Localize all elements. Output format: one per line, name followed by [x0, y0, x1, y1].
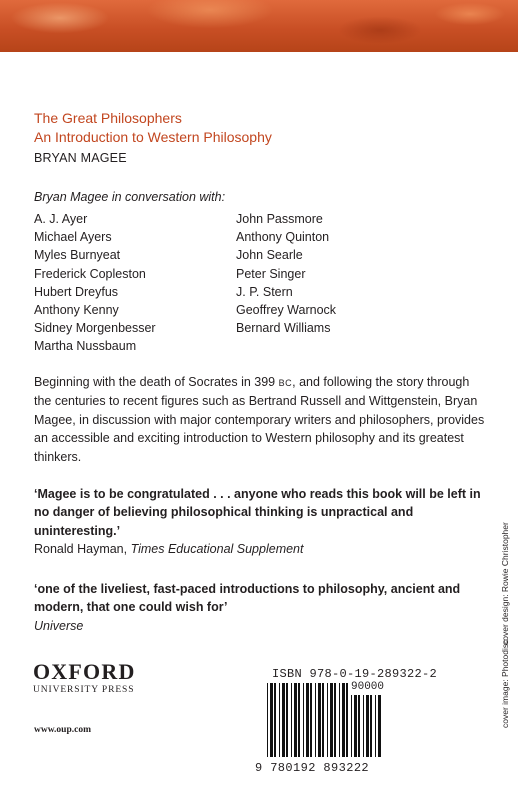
title-line-1: The Great Philosophers: [34, 110, 182, 126]
contributor-name: A. J. Ayer: [34, 212, 88, 226]
contributor-name: Bernard Williams: [236, 321, 331, 336]
cover-design-credit: cover design: Rowie Christopher: [500, 522, 510, 645]
book-title: [34, 109, 272, 147]
contributor-column-1: [34, 210, 236, 356]
title-line-2: An Introduction to Western Philosophy: [34, 129, 272, 145]
quote-publication: Times Educational Supplement: [130, 541, 304, 556]
addon-barcode-bars: [351, 683, 383, 761]
cover-image-credit: cover image: Photodisc: [500, 639, 510, 728]
contributor-name: John Searle: [236, 248, 303, 263]
contributor-list: [34, 210, 394, 356]
quote-text: ‘Magee is to be congratulated . . . anyone who reads this book will be left in no danger of believing philosophical thinking is unpractical and uninteresting.’: [34, 487, 481, 538]
barcode: [255, 683, 383, 775]
contributor-name: Sidney Morgenbesser: [34, 321, 156, 336]
review-quote-2: [34, 580, 494, 635]
ean-barcode-bars: [267, 683, 349, 761]
ean-number: 9 780192 893222: [255, 761, 370, 775]
contributor-column-2: [236, 210, 394, 356]
publisher-url: www.oup.com: [34, 725, 92, 735]
era-abbreviation: BC: [278, 378, 293, 388]
isbn-text: ISBN 978-0-19-289322-2: [272, 667, 438, 681]
contributor-name: Martha Nussbaum: [34, 339, 137, 354]
description-text-1: Beginning with the death of Socrates in 399: [34, 375, 279, 389]
contributor-name: J. P. Stern: [236, 284, 293, 299]
addon-number: 90000: [351, 681, 385, 693]
publisher-logo: [33, 661, 136, 695]
conversation-intro: Bryan Magee in conversation with:: [34, 190, 226, 204]
description-text-2: , and following the story through the centuries to recent figures such as Bertrand Russell and Wittgenstein, Bryan Magee, in discussion with major contemporary writers and philosophers, provides an accessible and exciting introduction to Western philosophy and its greatest thinkers.: [34, 375, 485, 464]
contributor-name: Anthony Quinton: [236, 230, 330, 245]
quote-text: ‘one of the liveliest, fast-paced introductions to philosophy, ancient and modern, that one could wish for’: [34, 582, 461, 615]
book-description: [34, 373, 486, 466]
contributor-name: Anthony Kenny: [34, 303, 119, 318]
publisher-subtitle: UNIVERSITY PRESS: [33, 685, 135, 695]
review-quote-1: [34, 485, 494, 558]
quote-source: [34, 540, 494, 558]
contributor-name: Michael Ayers: [34, 230, 112, 245]
author-name: BRYAN MAGEE: [34, 151, 127, 165]
quote-source: [34, 617, 494, 635]
quote-publication: Universe: [34, 618, 84, 633]
contributor-name: Myles Burnyeat: [34, 248, 121, 263]
cover-photo: [0, 0, 518, 52]
contributor-name: Hubert Dreyfus: [34, 284, 119, 299]
quote-author: Ronald Hayman,: [34, 541, 131, 556]
contributor-name: Peter Singer: [236, 266, 306, 281]
cover-credits: [500, 0, 512, 800]
publisher-name: OXFORD: [33, 659, 136, 684]
contributor-name: John Passmore: [236, 212, 323, 226]
contributor-name: Geoffrey Warnock: [236, 303, 337, 318]
contributor-name: Frederick Copleston: [34, 266, 146, 281]
